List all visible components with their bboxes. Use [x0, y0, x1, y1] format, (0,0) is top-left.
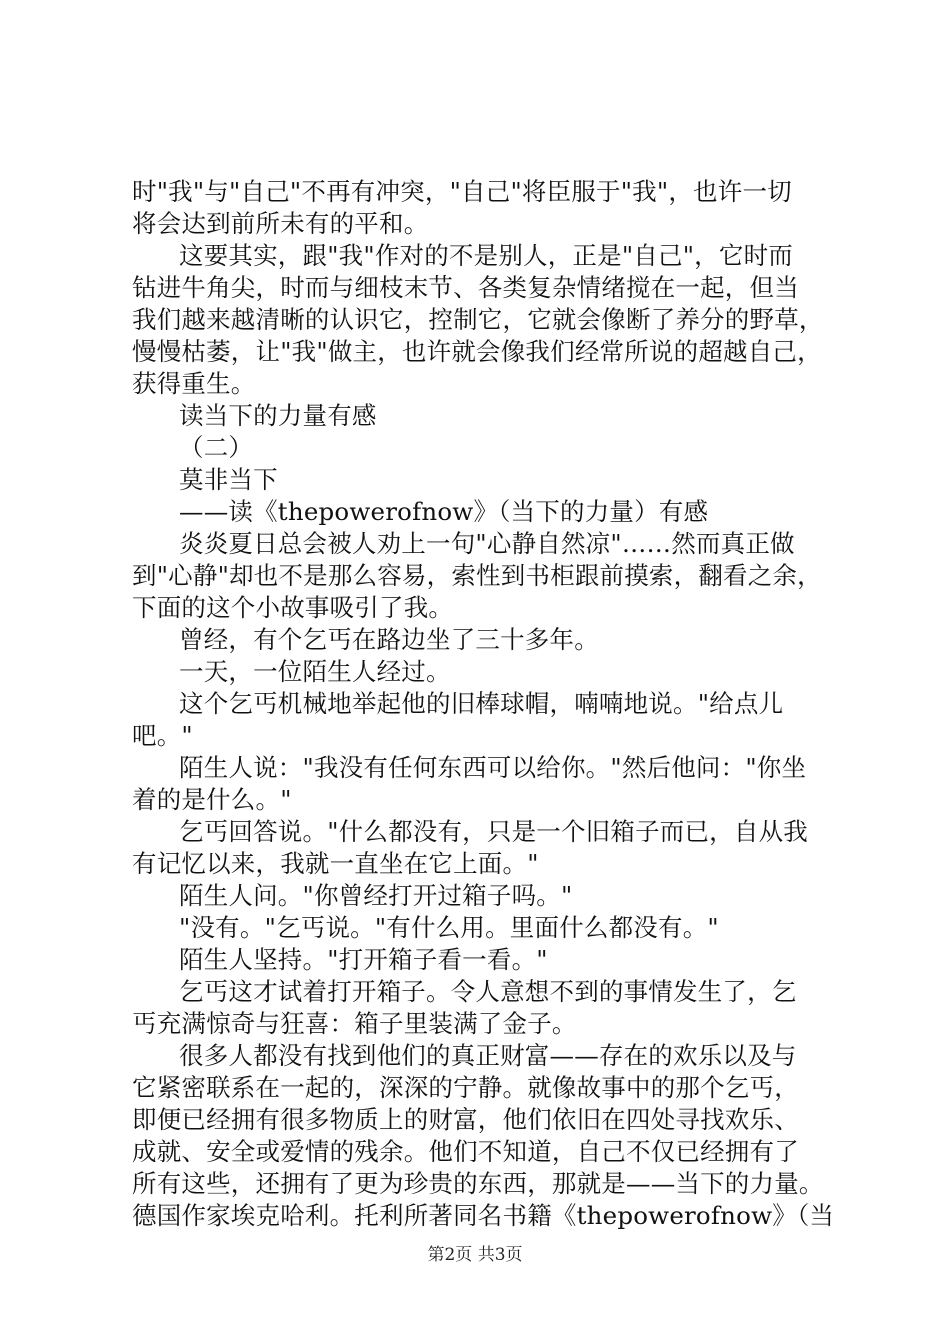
text-line: 它紧密联系在一起的，深深的宁静。就像故事中的那个乞丐， — [132, 1073, 799, 1102]
text-line: "没有。"乞丐说。"有什么用。里面什么都没有。" — [179, 913, 719, 942]
text-line: 吧。" — [132, 721, 193, 750]
text-line: 乞丐这才试着打开箱子。令人意想不到的事情发生了，乞 — [179, 977, 797, 1006]
text-line: 德国作家埃克哈利。托利所著同名书籍《thepowerofnow》（当 — [132, 1201, 835, 1230]
text-line: 这个乞丐机械地举起他的旧棒球帽，喃喃地说。"给点儿 — [179, 689, 784, 718]
text-line: 我们越来越清晰的认识它，控制它，它就会像断了养分的野草， — [132, 305, 824, 334]
text-line: 丐充满惊奇与狂喜：箱子里装满了金子。 — [132, 1009, 577, 1038]
document-body — [132, 176, 837, 1232]
text-line: 慢慢枯萎，让"我"做主，也许就会像我们经常所说的超越自己， — [132, 337, 822, 366]
text-line: 下面的这个小故事吸引了我。 — [132, 593, 454, 622]
text-line: 将会达到前所未有的平和。 — [132, 209, 429, 238]
text-line: 陌生人说："我没有任何东西可以给你。"然后他问："你坐 — [179, 753, 807, 782]
text-line: 所有这些，还拥有了更为珍贵的东西，那就是——当下的力量。 — [132, 1169, 824, 1198]
page-footer: 第2页 共3页 — [427, 1245, 523, 1265]
text-line: 乞丐回答说。"什么都没有，只是一个旧箱子而已，自从我 — [179, 817, 808, 846]
text-line: 莫非当下 — [179, 465, 278, 494]
text-line: 这要其实，跟"我"作对的不是别人，正是"自己"，它时而 — [179, 241, 793, 270]
text-line: 钻进牛角尖，时而与细枝末节、各类复杂情绪搅在一起，但当 — [132, 273, 799, 302]
text-line: 陌生人坚持。"打开箱子看一看。" — [179, 945, 548, 974]
text-line: 陌生人问。"你曾经打开过箱子吗。" — [179, 881, 573, 910]
text-line: 着的是什么。" — [132, 785, 292, 814]
text-line: 曾经，有个乞丐在路边坐了三十多年。 — [179, 625, 599, 654]
text-line: （二） — [179, 433, 254, 462]
text-line: 读当下的力量有感 — [179, 401, 377, 430]
text-line: 有记忆以来，我就一直坐在它上面。" — [132, 849, 539, 878]
text-line: 炎炎夏日总会被人劝上一句"心静自然凉"……然而真正做 — [179, 529, 795, 558]
text-line: 获得重生。 — [132, 369, 256, 398]
text-line: 即便已经拥有很多物质上的财富，他们依旧在四处寻找欢乐、 — [132, 1105, 799, 1134]
text-line: 很多人都没有找到他们的真正财富——存在的欢乐以及与 — [179, 1041, 797, 1070]
text-line: 一天，一位陌生人经过。 — [179, 657, 451, 686]
text-line: 成就、安全或爱情的残余。他们不知道，自己不仅已经拥有了 — [132, 1137, 799, 1166]
text-line: ——读《thepowerofnow》（当下的力量）有感 — [179, 497, 709, 526]
text-line: 时"我"与"自己"不再有冲突，"自己"将臣服于"我"，也许一切 — [132, 177, 792, 206]
text-line: 到"心静"却也不是那么容易，索性到书柜跟前摸索，翻看之余， — [132, 561, 822, 590]
